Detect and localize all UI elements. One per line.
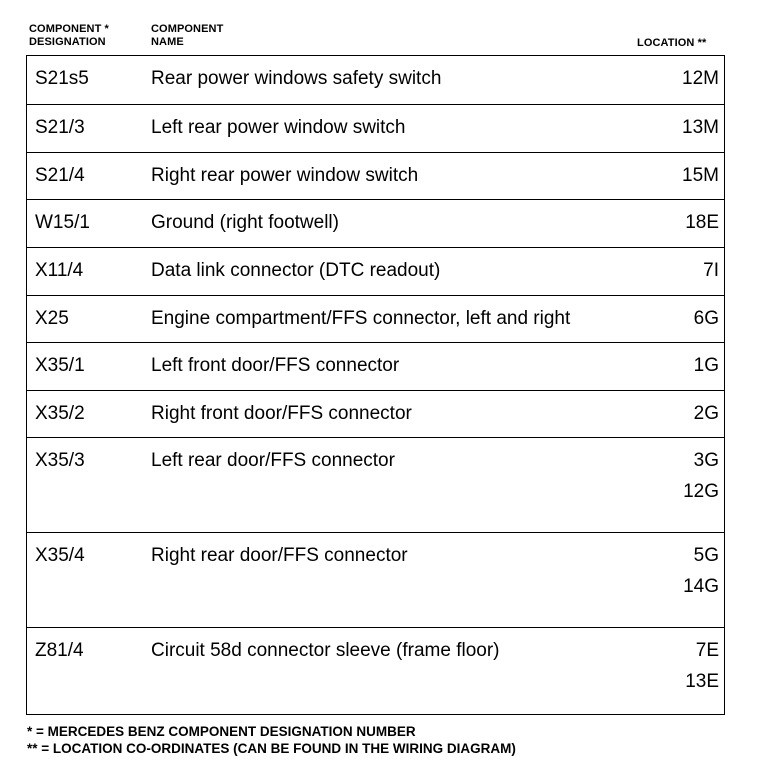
name-header-line2: NAME bbox=[151, 36, 184, 48]
designation-cell: X35/1 bbox=[35, 355, 85, 376]
location-cell: 12M bbox=[682, 68, 719, 89]
location-cell: 15M bbox=[682, 165, 719, 186]
designation-cell: X25 bbox=[35, 308, 69, 329]
table-row bbox=[27, 390, 724, 437]
designation-cell: X35/2 bbox=[35, 403, 85, 424]
location-cell: 5G 14G bbox=[683, 545, 719, 597]
table-row bbox=[27, 104, 724, 152]
name-cell: Left rear door/FFS connector bbox=[151, 450, 395, 471]
designation-column-header bbox=[29, 23, 139, 49]
designation-cell: W15/1 bbox=[35, 212, 90, 233]
name-cell: Right front door/FFS connector bbox=[151, 403, 412, 424]
name-cell: Circuit 58d connector sleeve (frame floor) bbox=[151, 640, 500, 661]
designation-cell: X35/4 bbox=[35, 545, 85, 566]
location-cell: 3G 12G bbox=[683, 450, 719, 502]
designation-cell: Z81/4 bbox=[35, 640, 84, 661]
name-cell: Right rear power window switch bbox=[151, 165, 419, 186]
designation-header-line2: DESIGNATION bbox=[29, 36, 106, 48]
name-cell: Data link connector (DTC readout) bbox=[151, 260, 441, 281]
designation-cell: S21s5 bbox=[35, 68, 89, 89]
name-cell: Right rear door/FFS connector bbox=[151, 545, 408, 566]
table-row bbox=[27, 437, 724, 532]
table-row bbox=[27, 627, 724, 714]
designation-cell: X35/3 bbox=[35, 450, 85, 471]
location-cell: 1G bbox=[693, 355, 719, 376]
name-cell: Engine compartment/FFS connector, left and right bbox=[151, 308, 571, 329]
name-column-header bbox=[151, 23, 271, 49]
footnotes bbox=[27, 723, 516, 757]
table-row bbox=[27, 56, 724, 104]
name-cell: Left rear power window switch bbox=[151, 117, 406, 138]
table-row bbox=[27, 295, 724, 342]
location-cell: 7I bbox=[703, 260, 719, 281]
table-row bbox=[27, 342, 724, 390]
designation-cell: S21/3 bbox=[35, 117, 85, 138]
table-row bbox=[27, 532, 724, 627]
footnote-designation: * = MERCEDES BENZ COMPONENT DESIGNATION NUMBER bbox=[27, 724, 416, 739]
location-cell: 2G bbox=[693, 403, 719, 424]
name-cell: Left front door/FFS connector bbox=[151, 355, 400, 376]
location-column-header: LOCATION ** bbox=[637, 37, 707, 49]
name-cell: Rear power windows safety switch bbox=[151, 68, 442, 89]
name-header-line1: COMPONENT bbox=[151, 23, 224, 35]
table-row bbox=[27, 152, 724, 199]
table-row bbox=[27, 247, 724, 295]
name-cell: Ground (right footwell) bbox=[151, 212, 339, 233]
location-cell: 7E 13E bbox=[685, 640, 719, 692]
designation-header-line1: COMPONENT * bbox=[29, 23, 109, 35]
footnote-location: ** = LOCATION CO-ORDINATES (CAN BE FOUND IN THE WIRING DIAGRAM) bbox=[27, 741, 516, 756]
designation-cell: X11/4 bbox=[35, 260, 84, 281]
location-cell: 13M bbox=[682, 117, 719, 138]
table-row bbox=[27, 199, 724, 247]
designation-cell: S21/4 bbox=[35, 165, 85, 186]
component-table bbox=[26, 55, 725, 715]
location-cell: 18E bbox=[685, 212, 719, 233]
location-cell: 6G bbox=[693, 308, 719, 329]
